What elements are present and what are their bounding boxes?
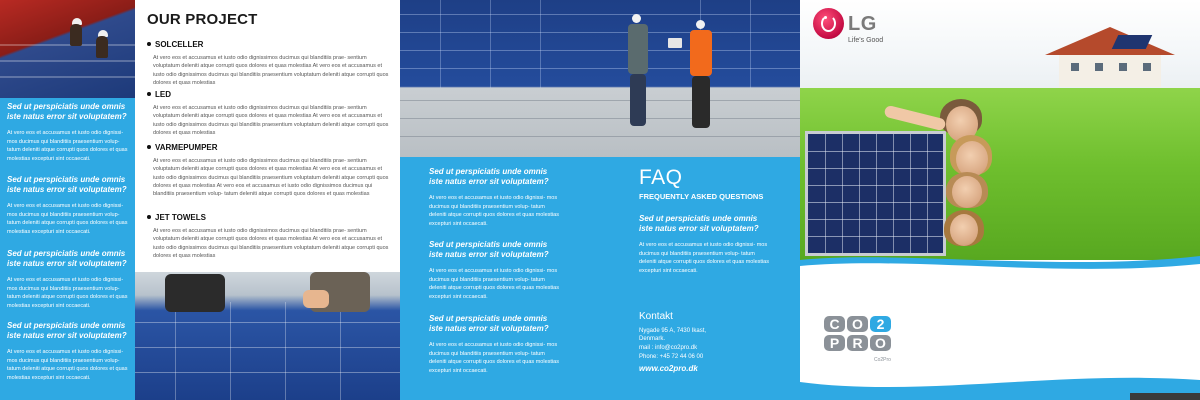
contact-phone: Phone: +45 72 44 06 00 (639, 354, 704, 360)
project-item-solceller (147, 40, 393, 87)
faq-answer: At vero eos et accusamus et iusto odio dignissi- mos ducimus qui blanditiis praesentium volup- tatum deleniti atque corrupti quos dolores et quas molestias excepturi sint occaecati. (429, 195, 559, 227)
faq-question: Sed ut perspiciatis unde omnis iste natus error sit voluptatem? (429, 314, 549, 333)
faq-answer: At vero eos et accusamus et iusto odio dignissi- mos ducimus qui blanditiis praesentium volup- tatum deleniti atque corrupti quos dolores et quas molestias excepturi sint occaecati. (429, 342, 559, 374)
faq-answer: At vero eos et accusamus et iusto odio dignissi- mos ducimus qui blanditiis praesentium volup- tatum deleniti atque corrupti quos dolores et quas molestias excepturi sint occaecati. (7, 277, 128, 309)
logo-tile: O (847, 316, 868, 332)
bullet-icon (147, 215, 151, 219)
project-heading: LED (155, 90, 171, 99)
bullet-icon (147, 42, 151, 46)
faq-item (429, 314, 559, 375)
contact-title: Kontakt (639, 311, 673, 322)
faq-title: FAQ (639, 166, 683, 189)
faq-question: Sed ut perspiciatis unde omnis iste natus error sit voluptatem? (429, 240, 549, 259)
faq-item (7, 175, 131, 236)
website-link[interactable]: www.co2pro.dk (639, 364, 698, 373)
faq-answer: At vero eos et accusamus et iusto odio dignissi- mos ducimus qui blanditiis praesentium volup- tatum deleniti atque corrupti quos dolores et quas molestias excepturi sint occaecati. (429, 268, 559, 300)
project-body: At vero eos et accusamus et iusto odio dignissimos ducimus qui blanditiis prae- sentium voluptatum deleniti atque corrupti quos dolores et quas molestias At vero eos et accusamus et iusto odio dignissimos ducimus qui blanditiis praesentium voluptatum deleniti atque corrupti quos dolores et quas molestias At vero eos et accusamus et iusto odio dignissimos ducimus qui blanditiis praesentium volup- tatum deleniti atque corrupti quos dolores et quas molestias (153, 158, 389, 198)
lg-logo-icon (813, 8, 844, 39)
faq-column-left (0, 0, 135, 400)
project-item-varmepumper (147, 143, 393, 198)
logo-tile: R (847, 335, 868, 351)
project-body: At vero eos et accusamus et iusto odio dignissimos ducimus qui blanditiis prae- sentium voluptatum deleniti atque corrupti quos dolores et quas molestias At vero eos et accusamus et iusto odio dignissimos ducimus qui blanditiis praesentium voluptatum deleniti atque corrupti quos dolores et quas molestias (153, 228, 389, 259)
logo-tile: C (824, 316, 845, 332)
house-icon (1045, 27, 1175, 87)
faq-answer: At vero eos et accusamus et iusto odio dignissi- mos ducimus qui blanditiis praesentium volup- tatum deleniti atque corrupti quos dolores et quas molestias excepturi sint occaecati. (7, 203, 128, 235)
bullet-icon (147, 92, 151, 96)
brand-slogan: Life's Good (848, 37, 884, 44)
faq-item (429, 167, 559, 228)
blue-wave-divider (800, 250, 1200, 280)
project-body: At vero eos et accusamus et iusto odio dignissimos ducimus qui blanditiis prae- sentium voluptatum deleniti atque corrupti quos dolores et quas molestias At vero eos et accusamus et iusto odio dignissimos ducimus qui blanditiis praesentium voluptatum deleniti atque corrupti quos dolores et quas molestias (153, 55, 389, 86)
faq-question: Sed ut perspiciatis unde omnis iste natus error sit voluptatem? (7, 321, 127, 340)
roof-workers-photo (0, 0, 135, 98)
rooftop-engineers-photo (400, 0, 800, 157)
logo-tile: 2 (870, 316, 891, 332)
faq-question: Sed ut perspiciatis unde omnis iste natus error sit voluptatem? (7, 175, 127, 194)
faq-question: Sed ut perspiciatis unde omnis iste natus error sit voluptatem? (639, 214, 759, 233)
co2pro-caption: Co2Pro (874, 357, 891, 363)
page-title: OUR PROJECT (147, 11, 258, 28)
faq-item (7, 321, 131, 382)
project-heading: VARMEPUMPER (155, 143, 218, 152)
contact-address-country: Denmark. (639, 336, 666, 342)
project-item-jet-towels (147, 213, 393, 260)
faq-item (7, 102, 131, 163)
logo-tile: P (824, 335, 845, 351)
faq-answer: At vero eos et accusamus et iusto odio dignissi- mos ducimus qui blanditiis praesentium volup- tatum deleniti atque corrupti quos dolores et quas molestias excepturi sint occaecati. (7, 130, 128, 162)
project-item-led (147, 90, 393, 137)
solar-installation-photo (135, 272, 400, 400)
faq-item (7, 249, 131, 310)
brand-name: LG (848, 13, 877, 35)
project-heading: SOLCELLER (155, 40, 204, 49)
faq-answer: At vero eos et accusamus et iusto odio dignissi- mos ducimus qui blanditiis praesentium volup- tatum deleniti atque corrupti quos dolores et quas molestias excepturi sint occaecati. (7, 349, 128, 381)
contact-email-link[interactable]: mail : info@co2pro.dk (639, 345, 698, 351)
faq-question: Sed ut perspiciatis unde omnis iste natus error sit voluptatem? (7, 102, 127, 121)
faq-item (639, 214, 769, 275)
our-project-panel (135, 0, 400, 400)
lg-cover-panel (800, 0, 1200, 400)
project-body: At vero eos et accusamus et iusto odio dignissimos ducimus qui blanditiis prae- sentium voluptatum deleniti atque corrupti quos dolores et quas molestias At vero eos et accusamus et iusto odio dignissimos ducimus qui blanditiis praesentium voluptatum deleniti atque corrupti quos dolores et quas molestias (153, 105, 389, 136)
faq-item (429, 240, 559, 301)
faq-question: Sed ut perspiciatis unde omnis iste natus error sit voluptatem? (429, 167, 549, 186)
bullet-icon (147, 145, 151, 149)
faq-subtitle: FREQUENTLY ASKED QUESTIONS (639, 192, 764, 201)
faq-question: Sed ut perspiciatis unde omnis iste natus error sit voluptatem? (7, 249, 127, 268)
logo-tile: O (870, 335, 891, 351)
faq-answer: At vero eos et accusamus et iusto odio dignissi- mos ducimus qui blanditiis praesentium volup- tatum deleniti atque corrupti quos dolores et quas molestias excepturi sint occaecati. (639, 242, 769, 274)
contact-address: Nygade 95 A, 7430 Ikast, (639, 328, 707, 334)
solar-panel-image (805, 131, 946, 256)
faq-panel (400, 0, 800, 400)
project-heading: JET TOWELS (155, 213, 206, 222)
